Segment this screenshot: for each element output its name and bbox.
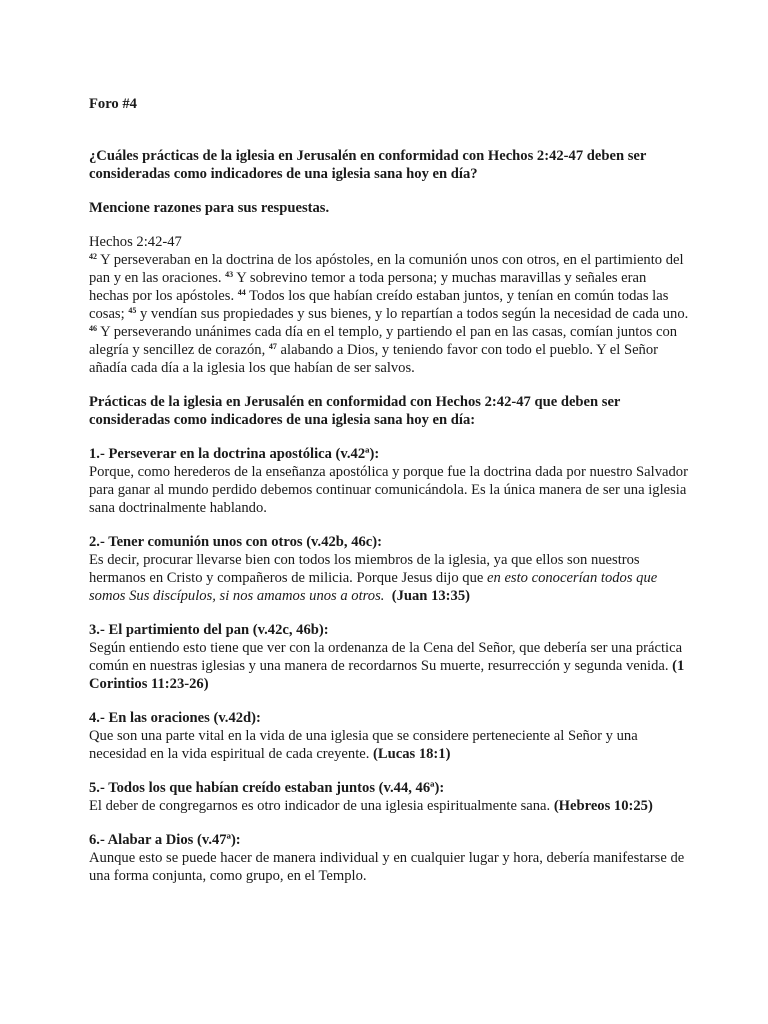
verse-number: 42	[89, 252, 97, 261]
practice-heading: 1.- Perseverar en la doctrina apostólica (v.42ª):	[89, 446, 380, 462]
verse-text: Y perseverando unánimes cada día en el templo, y partiendo el pan en las casas, comían juntos con alegría y sencillez de corazón,	[89, 324, 678, 358]
bible-reference: (Juan 13:35)	[391, 588, 470, 604]
practice-quote: en esto conocerían todos que somos Sus discípulos, si nos amamos unos a otros.	[89, 570, 658, 604]
practice-text: Según entiendo esto tiene que ver con la ordenanza de la Cena del Señor, que debería ser una práctica común en nuestras iglesias y una manera de recordarnos Su muerte, resurrección y segunda venida.	[89, 640, 683, 674]
practice-text: Aunque esto se puede hacer de manera individual y en cualquier lugar y hora, debería manifestarse de una forma conjunta, como grupo, en el Templo.	[89, 850, 685, 884]
practice-text: El deber de congregarnos es otro indicador de una iglesia espiritualmente sana.	[89, 798, 554, 814]
bible-reference: (Hebreos 10:25)	[553, 798, 653, 814]
instruction-text: Mencione razones para sus respuestas.	[89, 200, 330, 216]
document-title: Foro #4	[89, 96, 137, 112]
practice-body	[89, 797, 689, 815]
question-text: ¿Cuáles prácticas de la iglesia en Jerusalén en conformidad con Hechos 2:42-47 deben ser consideradas como indicadores de una iglesia sana hoy en día?	[89, 148, 647, 182]
verse-text: Todos los que habían creído estaban juntos, y tenían en común todas las cosas;	[89, 288, 669, 322]
section-heading: Prácticas de la iglesia en Jerusalén en conformidad con Hechos 2:42-47 que deben ser consideradas como indicadores de una iglesia sana hoy en día:	[89, 394, 621, 428]
practice-item	[89, 779, 689, 815]
verse-number: 47	[268, 342, 277, 351]
verse-text: Y perseveraban en la doctrina de los apóstoles, en la comunión unos con otros, en el partimiento del pan y en las oraciones.	[89, 252, 684, 286]
bible-reference: (1 Corintios 11:23-26)	[89, 658, 685, 692]
practice-text: Es decir, procurar llevarse bien con todos los miembros de la iglesia, ya que ellos son nuestros hermanos en Cristo y compañeros de milicia. Porque Jesus dijo que	[89, 552, 640, 586]
practice-item	[89, 831, 689, 885]
verse-number: 43	[225, 270, 234, 279]
verse-number: 44	[237, 288, 246, 297]
practice-heading: 2.- Tener comunión unos con otros (v.42b, 46c):	[89, 534, 382, 550]
practice-body	[89, 639, 689, 693]
practice-body	[89, 849, 689, 885]
practice-item	[89, 533, 689, 605]
document-page	[89, 95, 689, 901]
practice-text: Porque, como herederos de la enseñanza apostólica y porque fue la doctrina dada por nuestro Salvador para ganar al mundo perdido debemos continuar comunicándola. Es la única manera de ser una iglesia sana doctrinalmente hablando.	[89, 464, 688, 516]
verse-text: alabando a Dios, y teniendo favor con todo el pueblo. Y el Señor añadía cada día a la iglesia los que habían de ser salvos.	[89, 342, 658, 376]
practice-heading: 6.- Alabar a Dios (v.47ª):	[89, 832, 241, 848]
practice-heading: 4.- En las oraciones (v.42d):	[89, 710, 261, 726]
verse-number: 45	[128, 306, 137, 315]
practice-body	[89, 463, 689, 517]
bible-reference: (Lucas 18:1)	[373, 746, 451, 762]
practice-text: Que son una parte vital en la vida de una iglesia que se considere perteneciente al Señor y una necesidad en la vida espiritual de cada creyente.	[89, 728, 638, 762]
practice-body	[89, 727, 689, 763]
passage-title: Hechos 2:42-47	[89, 234, 182, 250]
practice-item	[89, 445, 689, 517]
verse-number: 46	[89, 324, 97, 333]
practice-item	[89, 621, 689, 693]
practice-heading: 3.- El partimiento del pan (v.42c, 46b):	[89, 622, 329, 638]
verse-text: Y sobrevino temor a toda persona; y muchas maravillas y señales eran hechas por los apóstoles.	[89, 270, 647, 304]
practice-body	[89, 551, 689, 605]
passage-text	[89, 251, 689, 377]
verse-text: y vendían sus propiedades y sus bienes, y lo repartían a todos según la necesidad de cada uno.	[136, 306, 689, 322]
practice-item	[89, 709, 689, 763]
practice-heading: 5.- Todos los que habían creído estaban juntos (v.44, 46ª):	[89, 780, 445, 796]
